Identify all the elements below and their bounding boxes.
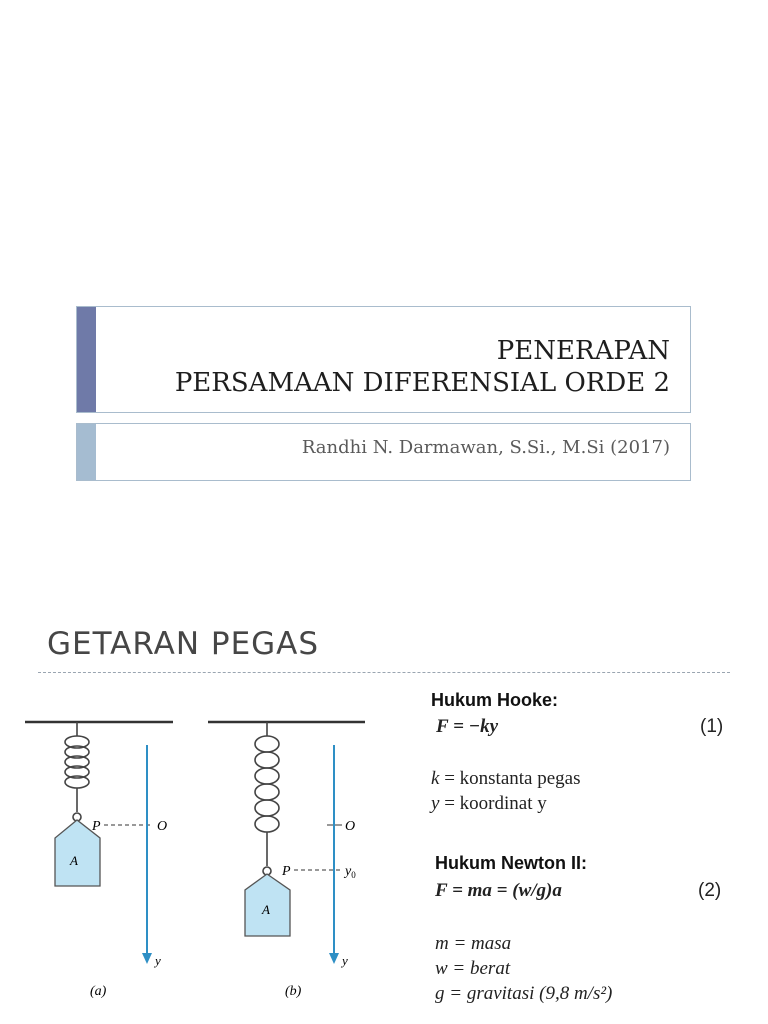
caption-a: (a) [90, 984, 107, 999]
slide-title [175, 335, 670, 399]
newton-equation: F = ma = (w/g)a [435, 880, 562, 901]
title-box [76, 306, 691, 413]
def-k: k = konstanta pegas [431, 768, 581, 789]
point-p-b: P [282, 864, 291, 879]
newton-definitions [435, 931, 612, 1006]
hooke-definitions [431, 766, 580, 816]
title-divider [38, 672, 730, 673]
newton-number: (2) [698, 880, 722, 901]
hooke-number: (1) [700, 716, 724, 737]
def-w: w = berat [435, 958, 511, 979]
mass-label-a: A [70, 853, 78, 868]
def-g: g = gravitasi (9,8 m/s²) [435, 983, 613, 1004]
axis-label-a: y [155, 953, 161, 968]
subtitle-box [76, 423, 691, 481]
point-o-a: O [157, 819, 168, 834]
hooke-header: Hukum Hooke: [431, 690, 559, 710]
spring-figure [20, 700, 380, 1005]
def-y: y = koordinat y [431, 793, 547, 814]
spring-a [65, 722, 89, 821]
hooke-equation: F = −ky [436, 716, 499, 737]
spring-b [255, 722, 279, 875]
newton-header: Hukum Newton II: [435, 853, 587, 873]
def-m: m = masa [435, 933, 512, 954]
caption-b: (b) [285, 984, 302, 999]
y0-label: $y_0$ [345, 864, 356, 880]
mass-label-b: A [262, 902, 270, 917]
title-accent-bar [77, 307, 96, 412]
title-line-2: PERSAMAAN DIFERENSIAL ORDE 2 [174, 368, 670, 398]
point-p-a: P [92, 819, 101, 834]
point-o-b: O [345, 819, 356, 834]
slide-subtitle: Randhi N. Darmawan, S.Si., M.Si (2017) [301, 437, 670, 458]
title-line-1: PENERAPAN [496, 336, 670, 366]
axis-label-b: y [342, 953, 348, 968]
section-title: GETARAN PEGAS [47, 626, 320, 662]
subtitle-accent-bar [77, 424, 96, 480]
